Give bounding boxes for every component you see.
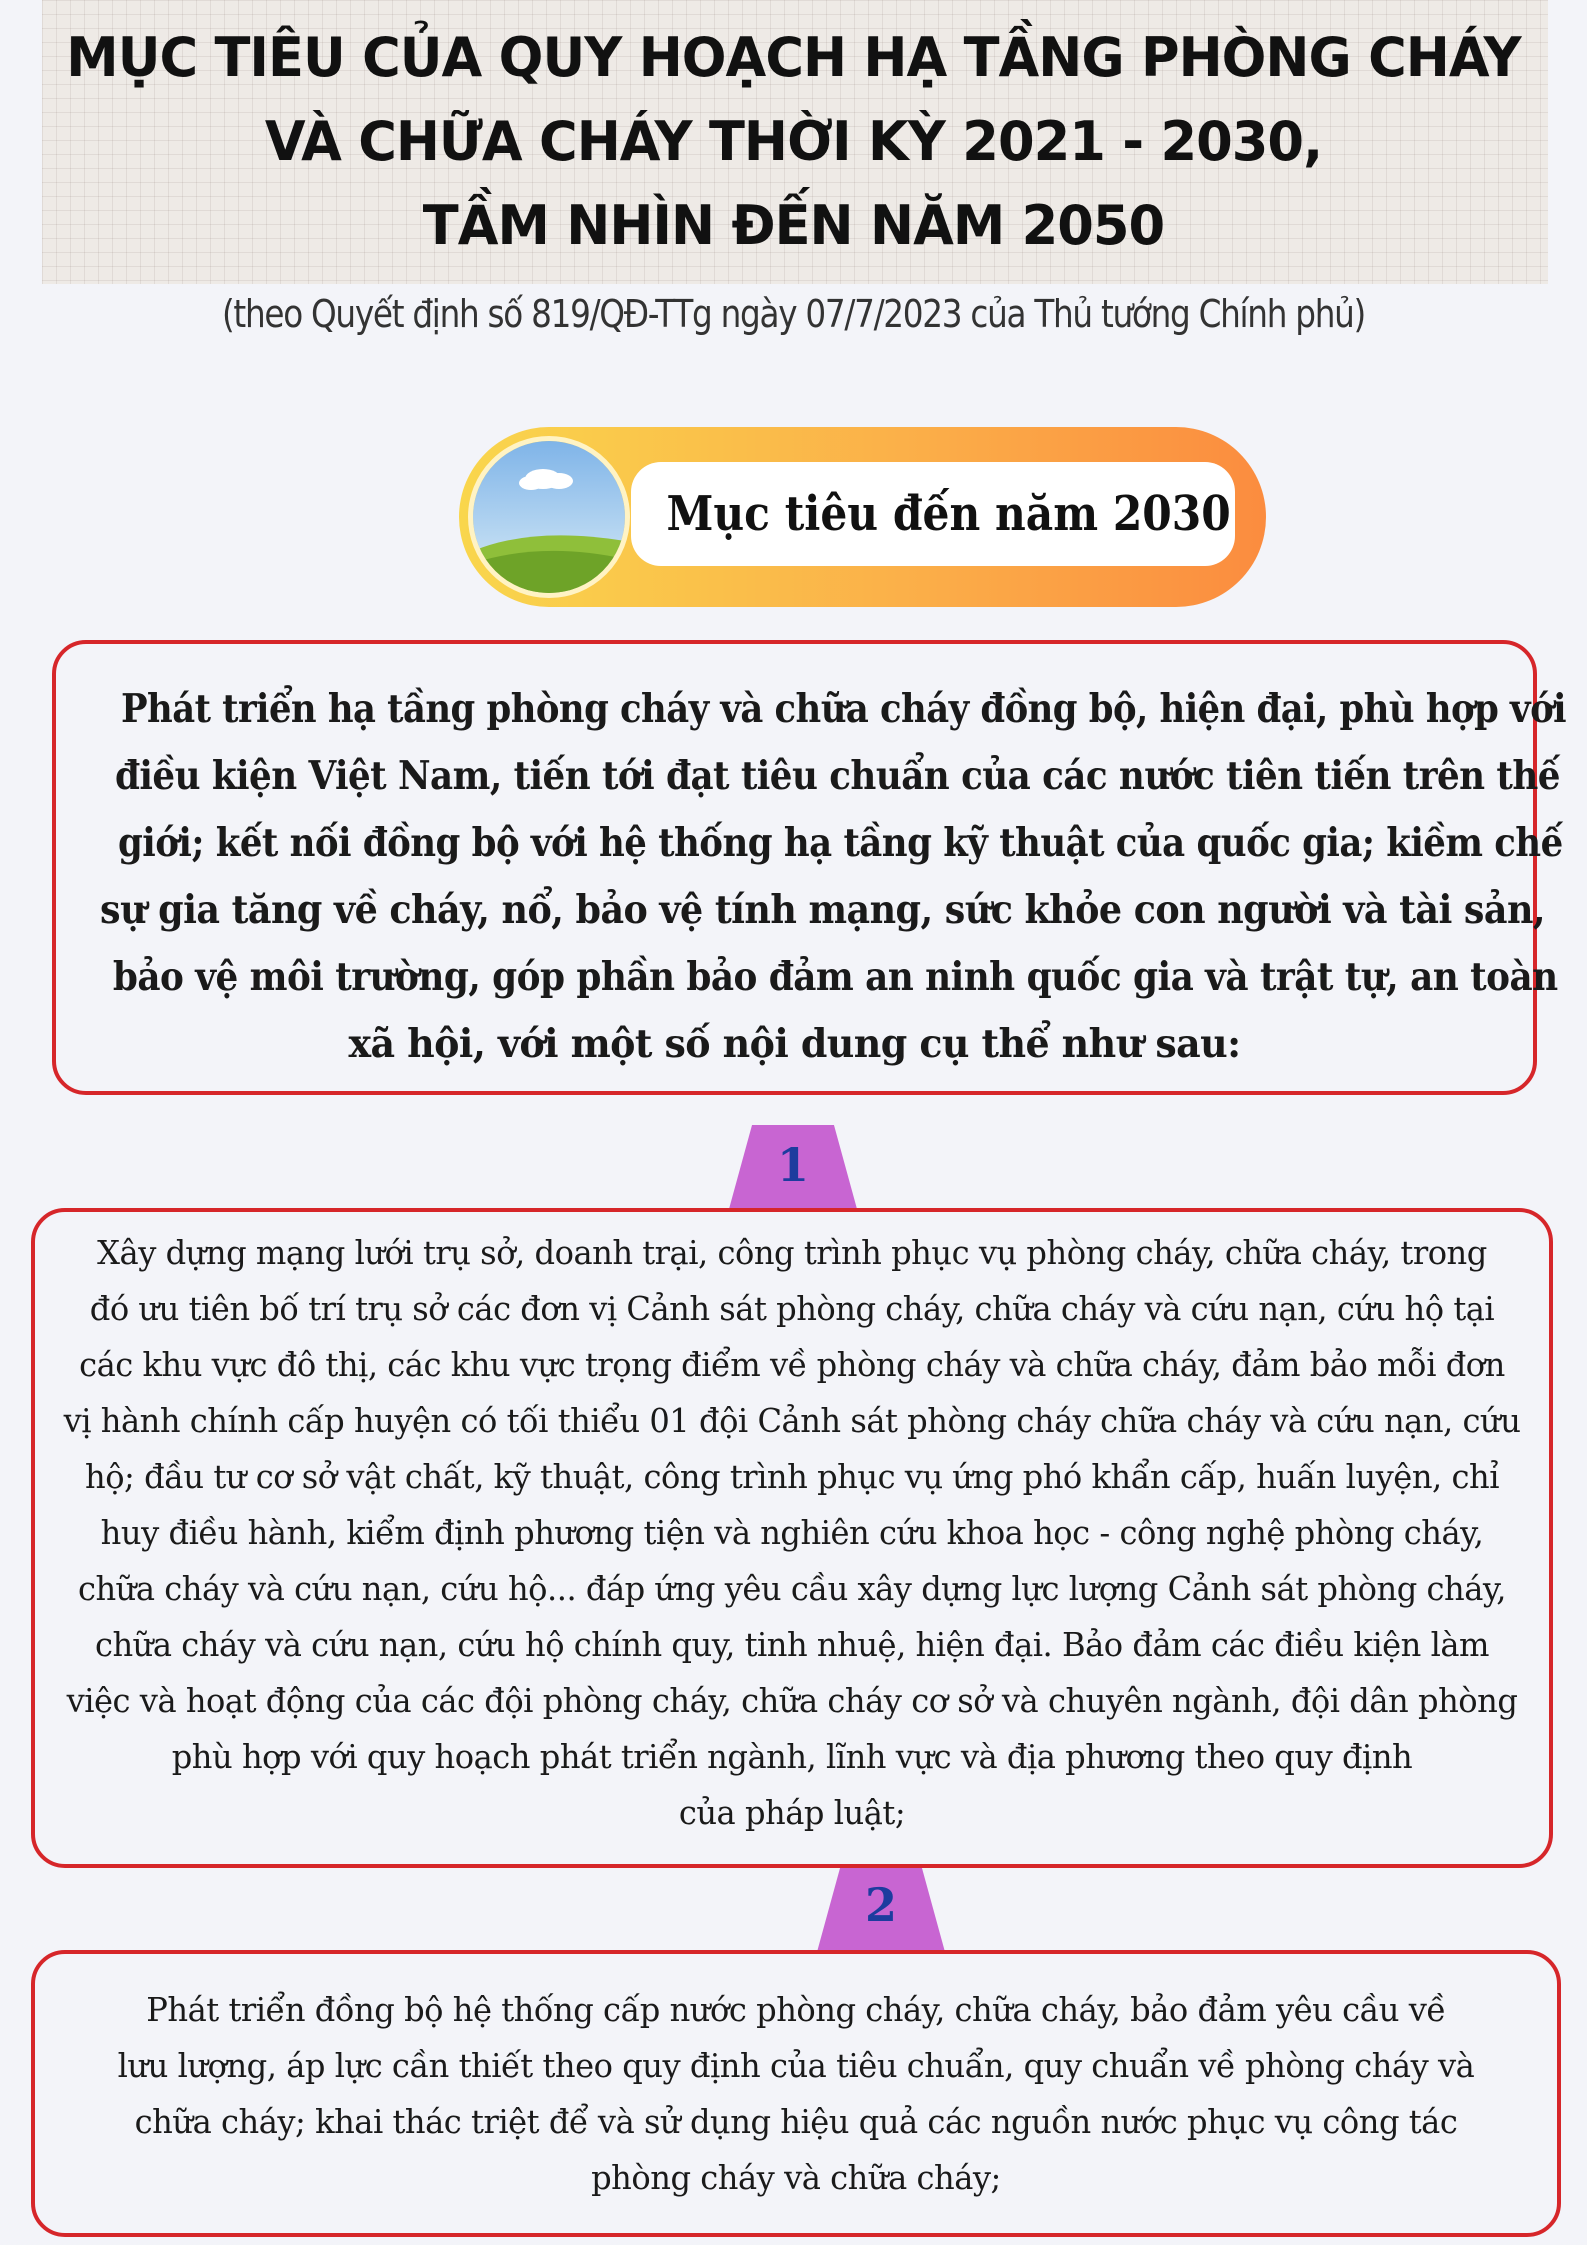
item-1-line: Xây dựng mạng lưới trụ sở, doanh trại, công trình phục vụ phòng cháy, chữa cháy, trong <box>97 1233 1487 1272</box>
item-2-text <box>31 1982 1561 2206</box>
intro-line: xã hội, với một số nội dung cụ thể như sau: <box>348 1021 1241 1067</box>
intro-text <box>52 676 1567 1078</box>
item-1-line: chữa cháy và cứu nạn, cứu hộ... đáp ứng yêu cầu xây dựng lực lượng Cảnh sát phòng cháy, <box>77 1569 1507 1608</box>
intro-line: sự gia tăng về cháy, nổ, bảo vệ tính mạng, sức khỏe con người và tài sản, <box>100 887 1546 933</box>
intro-line: bảo vệ môi trường, góp phần bảo đảm an ninh quốc gia và trật tự, an toàn <box>112 954 1558 1000</box>
intro-line: Phát triển hạ tầng phòng cháy và chữa cháy đồng bộ, hiện đại, phù hợp với <box>120 686 1567 732</box>
page-subtitle: (theo Quyết định số 819/QĐ-TTg ngày 07/7/2023 của Thủ tướng Chính phủ) <box>221 292 1366 336</box>
intro-line: giới; kết nối đồng bộ với hệ thống hạ tầng kỹ thuật của quốc gia; kiềm chế <box>118 820 1563 866</box>
page-title-line-3: TẦM NHÌN ĐẾN NĂM 2050 <box>422 194 1165 257</box>
item-1-number: 1 <box>776 1138 809 1192</box>
page-title-line-2: VÀ CHỮA CHÁY THỜI KỲ 2021 - 2030, <box>264 110 1323 173</box>
item-1-line: phù hợp với quy hoạch phát triển ngành, lĩnh vực và địa phương theo quy định <box>171 1737 1413 1776</box>
item-1-line: huy điều hành, kiểm định phương tiện và nghiên cứu khoa học - công nghệ phòng cháy, <box>100 1513 1484 1552</box>
intro-line: điều kiện Việt Nam, tiến tới đạt tiêu chuẩn của các nước tiên tiến trên thế <box>115 753 1560 799</box>
item-1-text <box>31 1225 1553 1841</box>
item-1-line: vị hành chính cấp huyện có tối thiểu 01 đội Cảnh sát phòng cháy chữa cháy và cứu nạn, cứu <box>63 1401 1521 1440</box>
item-1-line: các khu vực đô thị, các khu vực trọng điểm về phòng cháy và chữa cháy, đảm bảo mỗi đơn <box>79 1345 1505 1384</box>
item-1-line: chữa cháy và cứu nạn, cứu hộ chính quy, tinh nhuệ, hiện đại. Bảo đảm các điều kiện làm <box>94 1625 1490 1664</box>
item-2-line: phòng cháy và chữa cháy; <box>591 2158 1001 2197</box>
landscape-icon <box>468 436 630 598</box>
page-title-line-1: MỤC TIÊU CỦA QUY HOẠCH HẠ TẦNG PHÒNG CHÁY <box>66 26 1521 89</box>
section-heading: Mục tiêu đến năm 2030 <box>666 486 1231 542</box>
item-1-line: của pháp luật; <box>678 1793 906 1832</box>
item-1-line: hộ; đầu tư cơ sở vật chất, kỹ thuật, công trình phục vụ ứng phó khẩn cấp, huấn luyện, chỉ <box>84 1457 1500 1496</box>
item-2-number: 2 <box>864 1878 897 1932</box>
item-2-line: chữa cháy; khai thác triệt để và sử dụng hiệu quả các nguồn nước phục vụ công tác <box>134 2102 1458 2141</box>
item-2-line: Phát triển đồng bộ hệ thống cấp nước phòng cháy, chữa cháy, bảo đảm yêu cầu về <box>146 1990 1446 2029</box>
item-1-line: việc và hoạt động của các đội phòng cháy, chữa cháy cơ sở và chuyên ngành, đội dân phòng <box>66 1681 1518 1720</box>
item-1-line: đó ưu tiên bố trí trụ sở các đơn vị Cảnh sát phòng cháy, chữa cháy và cứu nạn, cứu hộ tại <box>89 1289 1495 1328</box>
item-2-line: lưu lượng, áp lực cần thiết theo quy định của tiêu chuẩn, quy chuẩn về phòng cháy và <box>117 2046 1475 2085</box>
